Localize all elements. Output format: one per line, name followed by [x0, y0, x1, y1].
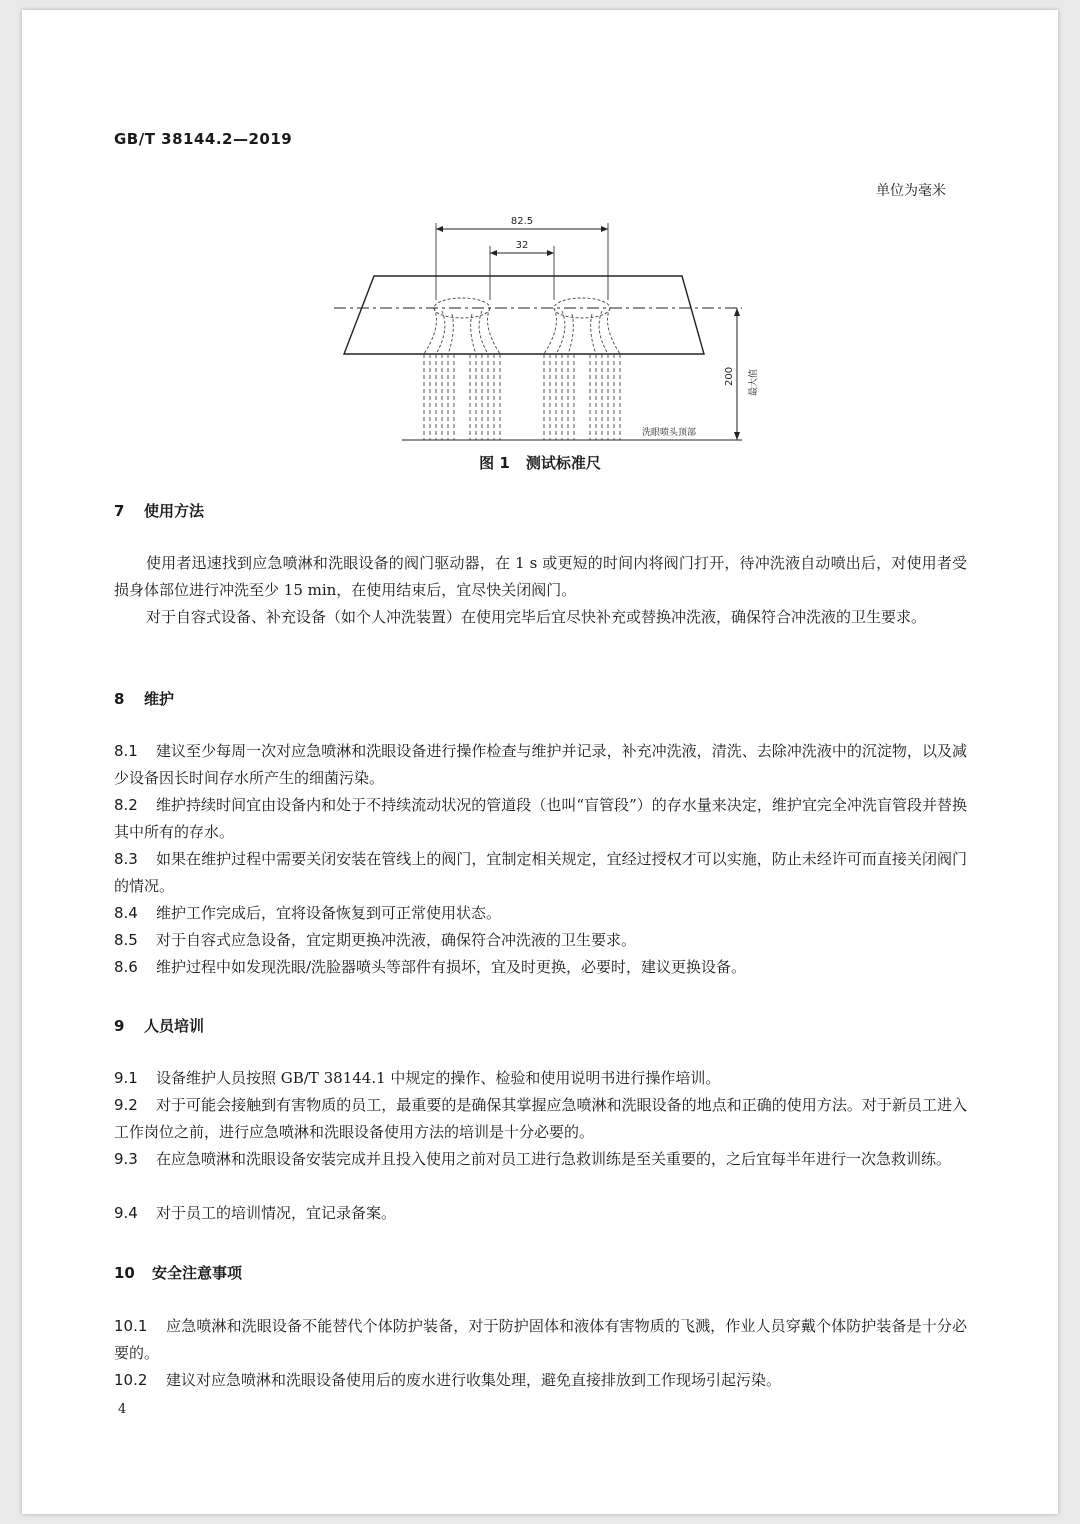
clause-8-2	[114, 792, 967, 846]
clause-10-1	[114, 1313, 967, 1367]
clause-text: 对于员工的培训情况，宜记录备案。	[156, 1204, 397, 1222]
section-8-heading	[114, 688, 174, 709]
test-gauge-figure	[312, 208, 762, 448]
clause-8-3	[114, 846, 967, 900]
dim-200-label: 200	[724, 366, 735, 386]
clause-number: 8.3	[114, 850, 138, 868]
right-stream-lines	[544, 354, 620, 440]
clause-10-2	[114, 1367, 967, 1394]
dim-200-note: 最大值	[749, 368, 759, 396]
clause-text: 维护持续时间宜由设备内和处于不持续流动状况的管道段（也叫“盲管段”）的存水量来决定，维护宜完全冲洗盲管段并替换其中所有的存水。	[114, 796, 967, 841]
dim-82-5-label: 82.5	[510, 216, 534, 227]
clause-number: 8.2	[114, 796, 138, 814]
clause-number: 8.1	[114, 742, 138, 760]
section-title: 维护	[144, 690, 175, 708]
unit-note: 单位为毫米	[876, 183, 946, 199]
clause-8-1	[114, 738, 967, 792]
section-7-heading	[114, 500, 204, 521]
section-number: 10	[114, 1264, 135, 1282]
figure-title: 测试标准尺	[525, 454, 601, 472]
page-number: 4	[118, 1402, 127, 1417]
clause-number: 9.3	[114, 1150, 138, 1168]
left-stream-lines	[424, 354, 500, 440]
document-page	[22, 10, 1058, 1514]
dim-32-label: 32	[515, 240, 529, 251]
clause-text: 对于可能会接触到有害物质的员工，最重要的是确保其掌握应急喷淋和洗眼设备的地点和正确的使用方法。对于新员工进入工作岗位之前，进行应急喷淋和洗眼设备使用方法的培训是十分必要的。	[114, 1096, 967, 1141]
section-title: 安全注意事项	[152, 1264, 243, 1282]
section-number: 9	[114, 1017, 125, 1035]
section-number: 8	[114, 690, 125, 708]
clause-text: 应急喷淋和洗眼设备不能替代个体防护装备，对于防护固体和液体有害物质的飞溅，作业人员穿戴个体防护装备是十分必要的。	[114, 1317, 967, 1362]
clause-9-1	[114, 1065, 967, 1092]
clause-number: 10.1	[114, 1317, 148, 1335]
section-10-heading	[114, 1262, 242, 1283]
section-title: 使用方法	[144, 502, 205, 520]
clause-text: 建议对应急喷淋和洗眼设备使用后的废水进行收集处理，避免直接排放到工作现场引起污染。	[166, 1371, 782, 1389]
figure-caption	[22, 452, 1058, 473]
clause-text: 维护工作完成后，宜将设备恢复到可正常使用状态。	[156, 904, 502, 922]
left-nozzle-pattern	[424, 298, 500, 354]
clause-9-4	[114, 1200, 967, 1227]
clause-text: 维护过程中如发现洗眼/洗脸器喷头等部件有损坏，宜及时更换，必要时，建议更换设备。	[156, 958, 747, 976]
gauge-plate	[344, 276, 704, 354]
section-title: 人员培训	[144, 1017, 205, 1035]
clause-number: 8.4	[114, 904, 138, 922]
clause-text: 建议至少每周一次对应急喷淋和洗眼设备进行操作检查与维护并记录，补充冲洗液，清洗、去除冲洗液中的沉淀物，以及减少设备因长时间存水所产生的细菌污染。	[114, 742, 967, 787]
clause-text: 如果在维护过程中需要关闭安装在管线上的阀门，宜制定相关规定，宜经过授权才可以实施，防止未经许可而直接关闭阀门的情况。	[114, 850, 967, 895]
clause-8-5	[114, 927, 967, 954]
nozzle-top-label: 洗眼喷头顶部	[642, 428, 697, 438]
clause-number: 9.1	[114, 1069, 138, 1087]
clause-number: 8.6	[114, 958, 138, 976]
clause-8-4	[114, 900, 967, 927]
clause-number: 9.2	[114, 1096, 138, 1114]
figure-number: 图 1	[479, 454, 510, 472]
clause-9-2	[114, 1092, 967, 1146]
standard-code: GB/T 38144.2—2019	[114, 130, 293, 148]
clause-number: 9.4	[114, 1204, 138, 1222]
clause-number: 8.5	[114, 931, 138, 949]
section-7-paragraph-2: 对于自容式设备、补充设备（如个人冲洗装置）在使用完毕后宜尽快补充或替换冲洗液，确保符合冲洗液的卫生要求。	[146, 608, 927, 626]
right-nozzle-pattern	[544, 298, 620, 354]
clause-number: 10.2	[114, 1371, 148, 1389]
section-7-paragraph-1: 使用者迅速找到应急喷淋和洗眼设备的阀门驱动器，在 1 s 或更短的时间内将阀门打开，待冲洗液自动喷出后，对使用者受损身体部位进行冲洗至少 15 min，在使用结束后，宜尽快关闭阀门。	[114, 554, 967, 599]
clause-8-6	[114, 954, 967, 981]
clause-text: 在应急喷淋和洗眼设备安装完成并且投入使用之前对员工进行急救训练是至关重要的，之后宜每半年进行一次急救训练。	[156, 1150, 952, 1168]
section-9-heading	[114, 1015, 204, 1036]
clause-9-3	[114, 1146, 967, 1173]
section-number: 7	[114, 502, 125, 520]
clause-text: 对于自容式应急设备，宜定期更换冲洗液，确保符合冲洗液的卫生要求。	[156, 931, 637, 949]
clause-text: 设备维护人员按照 GB/T 38144.1 中规定的操作、检验和使用说明书进行操作培训。	[156, 1069, 721, 1087]
